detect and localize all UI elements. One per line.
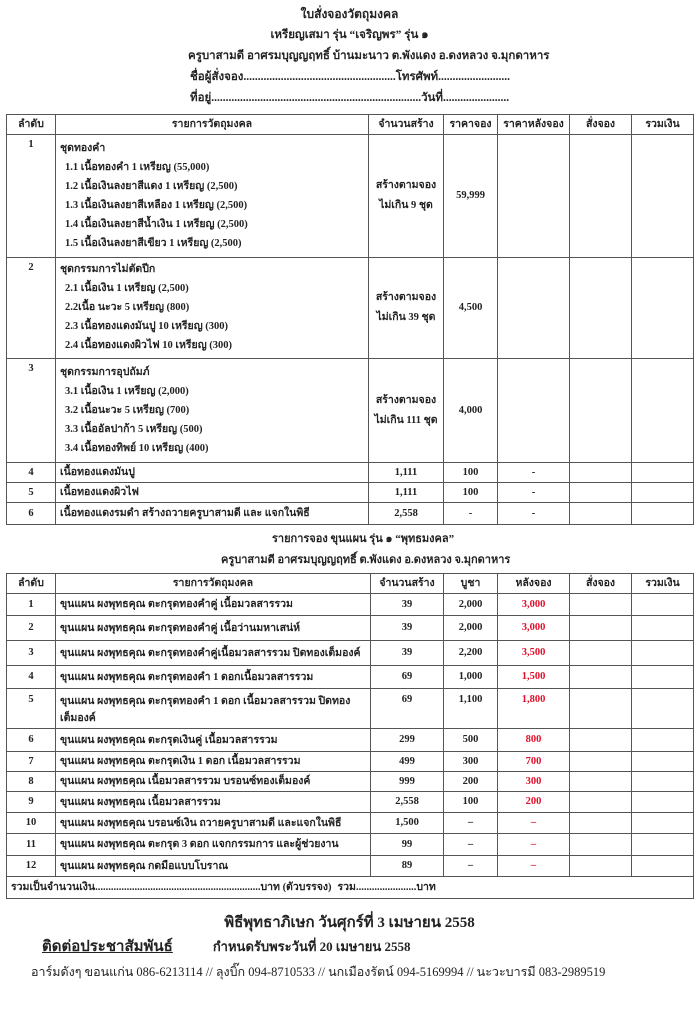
column-header: รวมเงิน — [632, 574, 694, 594]
after-price-cell: 1,500 — [498, 666, 570, 689]
item-line: 3.2 เนื้อนะวะ 5 เหรียญ (700) — [65, 404, 190, 416]
after-price-cell: 3,500 — [498, 641, 570, 666]
total-cell[interactable] — [632, 616, 694, 641]
after-price-cell: - — [498, 483, 570, 503]
quantity-cell: 2,558 — [371, 792, 444, 813]
order-quantity-cell[interactable] — [570, 689, 632, 729]
column-header: สั่งจอง — [570, 574, 632, 594]
contact-row — [6, 937, 693, 957]
row-number: 3 — [7, 359, 56, 463]
order-quantity-cell[interactable] — [570, 813, 632, 834]
item-line: 3.4 เนื้อทองทิพย์ 10 เหรียญ (400) — [65, 442, 209, 454]
total-cell[interactable] — [632, 813, 694, 834]
table-row — [7, 463, 694, 483]
total-cell[interactable] — [632, 792, 694, 813]
item-cell: ขุนแผน ผงพุทธคุณ ตะกรุดทองคำคู่เนื้อมวลสารรวม ปิดทองเต็มองค์ — [56, 641, 371, 666]
row-number: 2 — [7, 616, 56, 641]
quantity-cell: 89 — [371, 856, 444, 877]
order-quantity-cell[interactable] — [570, 729, 632, 752]
order-quantity-cell[interactable] — [570, 483, 632, 503]
item-cell: ขุนแผน ผงพุทธคุณ ตะกรุดทองคำคู่ เนื้อว่านมหาเสน่ห์ — [56, 616, 371, 641]
column-header: จำนวนสร้าง — [369, 115, 444, 135]
item-cell: ขุนแผน ผงพุทธคุณ ตะกรุดเงินคู่ เนื้อมวลสารรวม — [56, 729, 371, 752]
quantity-cell: 299 — [371, 729, 444, 752]
quantity-cell: 69 — [371, 689, 444, 729]
total-cell[interactable] — [632, 594, 694, 616]
total-cell[interactable] — [632, 666, 694, 689]
amulet-table-1 — [6, 114, 694, 525]
total-cell[interactable] — [632, 503, 694, 525]
order-quantity-cell[interactable] — [570, 834, 632, 856]
total-cell[interactable] — [632, 258, 694, 359]
price-cell: 1,000 — [444, 666, 498, 689]
price-cell: 100 — [444, 792, 498, 813]
order-quantity-cell[interactable] — [570, 856, 632, 877]
row-number: 7 — [7, 752, 56, 772]
column-header: บูชา — [444, 574, 498, 594]
form-subtitle: เหรียญเสมา รุ่น “เจริญพร” รุ่น ๑ — [270, 29, 429, 41]
row-number: 4 — [7, 463, 56, 483]
quantity-cell — [369, 463, 444, 483]
total-cell[interactable] — [632, 483, 694, 503]
item-line: 1.5 เนื้อเงินลงยาสีเขียว 1 เหรียญ (2,500) — [65, 237, 242, 249]
table-row — [7, 813, 694, 834]
order-quantity-cell[interactable] — [570, 503, 632, 525]
table-row — [7, 834, 694, 856]
order-quantity-cell[interactable] — [570, 359, 632, 463]
table-row — [7, 856, 694, 877]
item-line: 2.3 เนื้อทองแดงมันปู 10 เหรียญ (300) — [65, 321, 229, 332]
row-number: 9 — [7, 792, 56, 813]
amulet-table-2 — [6, 573, 694, 899]
contact-title: ติดต่อประชาสัมพันธ์ — [42, 939, 173, 955]
after-price-cell: 200 — [498, 792, 570, 813]
row-number: 3 — [7, 641, 56, 666]
after-price-cell — [498, 258, 570, 359]
quantity-cell: 39 — [371, 641, 444, 666]
quantity-text: สร้างตามจอง — [375, 180, 437, 191]
quantity-text: สร้างตามจอง — [375, 394, 437, 406]
item-cell: ขุนแผน ผงพุทธคุณ ตะกรุดเงิน 1 ดอก เนื้อมวลสารรวม — [56, 752, 371, 772]
temple-line: ครูบาสามดี อาศรมบุญญฤทธิ์ บ้านมะนาว ต.พังแดง อ.ดงหลวง จ.มุกดาหาร — [188, 50, 550, 62]
total-row — [7, 877, 694, 899]
column-header: รายการวัตถุมงคล — [56, 574, 371, 594]
order-quantity-cell[interactable] — [570, 772, 632, 792]
row-number: 6 — [7, 503, 56, 525]
table-row — [7, 483, 694, 503]
table-row — [7, 752, 694, 772]
column-header: หลังจอง — [498, 574, 570, 594]
item-cell — [56, 503, 369, 525]
row-number: 2 — [7, 258, 56, 359]
item-line: 1.1 เนื้อทองคำ 1 เหรียญ (55,000) — [65, 161, 210, 173]
item-cell: ขุนแผน ผงพุทธคุณ บรอนซ์เงิน ถวายครูบาสามดี และแจกในพิธี — [56, 813, 371, 834]
section2-temple: ครูบาสามดี อาศรมบุญญฤทธิ์ ต.พังแดง อ.ดงหลวง จ.มุกดาหาร — [221, 554, 511, 566]
quantity-text: ไม่เกิน 111 ชุด — [374, 414, 438, 426]
item-group-title: เนื้อทองแดงผิวไฟ — [60, 486, 139, 498]
total-cell[interactable] — [632, 856, 694, 877]
price-cell: – — [444, 856, 498, 877]
after-price-cell: 800 — [498, 729, 570, 752]
table-row — [7, 135, 694, 258]
pickup-deadline: กำหนดรับพระวันที่ 20 เมษายน 2558 — [212, 939, 411, 954]
contact-numbers: อาร์มดังๆ ขอนแก่น 086-6213114 // ลุงบิ๊ก 094-8710533 // นกเมืองรัตน์ 094-5169994 // นะวะบารมี 083-2989519 — [31, 965, 606, 979]
quantity-text: ไม่เกิน 39 ชุด — [376, 312, 436, 323]
row-number: 12 — [7, 856, 56, 877]
column-header: รายการวัตถุมงคล — [56, 115, 369, 135]
item-cell: ขุนแผน ผงพุทธคุณ กดมือแบบโบราณ — [56, 856, 371, 877]
order-quantity-cell[interactable] — [570, 752, 632, 772]
orderer-name-line[interactable]: ชื่อผู้สั่งจอง.....................................................โทรศัพท์......................... — [190, 71, 510, 83]
row-number: 1 — [7, 594, 56, 616]
order-quantity-cell[interactable] — [570, 594, 632, 616]
row-number: 8 — [7, 772, 56, 792]
row-number: 6 — [7, 729, 56, 752]
section2-title: รายการจอง ขุนแผน รุ่น ๑ “พุทธมงคล” — [272, 533, 455, 545]
total-cell[interactable] — [632, 834, 694, 856]
column-header: ลำดับ — [7, 115, 56, 135]
price-cell: 500 — [444, 729, 498, 752]
price-cell: 2,200 — [444, 641, 498, 666]
after-price-cell: 3,000 — [498, 594, 570, 616]
total-amount[interactable]: รวม.......................บาท — [337, 881, 436, 893]
item-line: 3.3 เนื้ออัลปาก้า 5 เหรียญ (500) — [65, 423, 203, 435]
quantity-text: ไม่เกิน 9 ชุด — [379, 200, 433, 211]
quantity-cell — [369, 503, 444, 525]
total-cell[interactable] — [7, 877, 694, 899]
item-cell — [56, 463, 369, 483]
price-cell: – — [444, 813, 498, 834]
order-quantity-cell[interactable] — [570, 792, 632, 813]
table-row — [7, 359, 694, 463]
order-quantity-cell[interactable] — [570, 463, 632, 483]
total-cell[interactable] — [632, 772, 694, 792]
item-cell: ขุนแผน ผงพุทธคุณ ตะกรุด 3 ดอก แจกกรรมการ และผู้ช่วยงาน — [56, 834, 371, 856]
price-cell: 100 — [444, 483, 498, 503]
item-cell: ขุนแผน ผงพุทธคุณ ตะกรุดทองคำ 1 ดอก เนื้อมวลสารรวม ปิดทองเต็มองค์ — [56, 689, 371, 729]
table-row — [7, 792, 694, 813]
after-price-cell: 3,000 — [498, 616, 570, 641]
quantity-cell — [369, 359, 444, 463]
item-cell: ขุนแผน ผงพุทธคุณ ตะกรุดทองคำคู่ เนื้อมวลสารรวม — [56, 594, 371, 616]
item-group-title: ชุดกรรมการไม่ตัดปีก — [60, 264, 156, 275]
item-line: 1.4 เนื้อเงินลงยาสีน้ำเงิน 1 เหรียญ (2,500) — [65, 218, 248, 230]
column-header: สั่งจอง — [570, 115, 632, 135]
total-cell[interactable] — [632, 729, 694, 752]
item-cell — [56, 135, 369, 258]
table-row — [7, 689, 694, 729]
price-cell: 4,500 — [444, 258, 498, 359]
price-cell: - — [444, 503, 498, 525]
quantity-text: 2,558 — [394, 507, 418, 519]
quantity-text: 1,111 — [394, 466, 418, 478]
table-row — [7, 594, 694, 616]
quantity-cell — [369, 483, 444, 503]
quantity-cell: 39 — [371, 616, 444, 641]
order-quantity-cell[interactable] — [570, 666, 632, 689]
item-group-title: เนื้อทองแดงมันปู — [60, 466, 135, 478]
price-cell: 300 — [444, 752, 498, 772]
row-number: 5 — [7, 483, 56, 503]
total-cell[interactable] — [632, 641, 694, 666]
after-price-cell — [498, 359, 570, 463]
form-title: ใบสั่งจองวัตถุมงคล — [300, 7, 399, 21]
quantity-cell: 99 — [371, 834, 444, 856]
order-quantity-cell[interactable] — [570, 258, 632, 359]
price-cell: 4,000 — [444, 359, 498, 463]
quantity-cell — [369, 135, 444, 258]
quantity-cell: 999 — [371, 772, 444, 792]
total-cell[interactable] — [632, 689, 694, 729]
price-cell: 59,999 — [444, 135, 498, 258]
item-cell — [56, 359, 369, 463]
table-row — [7, 772, 694, 792]
row-number: 4 — [7, 666, 56, 689]
order-quantity-cell[interactable] — [570, 641, 632, 666]
total-in-words[interactable]: รวมเป็นจำนวนเงิน...............................................................บาท (ตัวบรรจง) — [11, 881, 332, 893]
row-number: 11 — [7, 834, 56, 856]
item-line: 1.2 เนื้อเงินลงยาสีแดง 1 เหรียญ (2,500) — [65, 180, 238, 192]
after-price-cell: – — [498, 813, 570, 834]
table-row — [7, 641, 694, 666]
item-line: 2.4 เนื้อทองแดงผิวไฟ 10 เหรียญ (300) — [65, 340, 233, 351]
column-header: ลำดับ — [7, 574, 56, 594]
quantity-cell: 69 — [371, 666, 444, 689]
address-line[interactable]: ที่อยู่.........................................................................วันที่....................... — [190, 92, 510, 104]
item-cell — [56, 483, 369, 503]
item-line: 1.3 เนื้อเงินลงยาสีเหลือง 1 เหรียญ (2,500) — [65, 199, 248, 211]
after-price-cell — [498, 135, 570, 258]
quantity-cell — [369, 258, 444, 359]
item-group-title: ชุดทองคำ — [60, 142, 106, 154]
after-price-cell: 300 — [498, 772, 570, 792]
after-price-cell: - — [498, 503, 570, 525]
total-cell[interactable] — [632, 135, 694, 258]
ceremony-date: พิธีพุทธาภิเษก วันศุกร์ที่ 3 เมษายน 2558 — [224, 915, 475, 931]
item-cell — [56, 258, 369, 359]
quantity-text: 1,111 — [394, 486, 418, 498]
after-price-cell: 1,800 — [498, 689, 570, 729]
after-price-cell: – — [498, 834, 570, 856]
column-header: ราคาหลังจอง — [498, 115, 570, 135]
table-row — [7, 258, 694, 359]
table-row — [7, 729, 694, 752]
quantity-cell: 499 — [371, 752, 444, 772]
row-number: 10 — [7, 813, 56, 834]
after-price-cell: – — [498, 856, 570, 877]
total-cell[interactable] — [632, 463, 694, 483]
column-header: รวมเงิน — [632, 115, 694, 135]
table-row — [7, 503, 694, 525]
price-cell: 1,100 — [444, 689, 498, 729]
row-number: 5 — [7, 689, 56, 729]
table-row — [7, 666, 694, 689]
order-quantity-cell[interactable] — [570, 616, 632, 641]
total-cell[interactable] — [632, 359, 694, 463]
quantity-cell: 1,500 — [371, 813, 444, 834]
item-cell: ขุนแผน ผงพุทธคุณ เนื้อมวลสารรวม — [56, 792, 371, 813]
item-group-title: เนื้อทองแดงรมดำ สร้างถวายครูบาสามดี และ แจกในพิธี — [60, 507, 310, 519]
order-quantity-cell[interactable] — [570, 135, 632, 258]
total-cell[interactable] — [632, 752, 694, 772]
column-header: จำนวนสร้าง — [371, 574, 444, 594]
after-price-cell: 700 — [498, 752, 570, 772]
item-line: 3.1 เนื้อเงิน 1 เหรียญ (2,000) — [65, 385, 189, 397]
price-cell: 2,000 — [444, 594, 498, 616]
table-row — [7, 616, 694, 641]
price-cell: – — [444, 834, 498, 856]
quantity-text: สร้างตามจอง — [375, 292, 437, 303]
price-cell: 200 — [444, 772, 498, 792]
quantity-cell: 39 — [371, 594, 444, 616]
item-line: 2.2เนื้อ นะวะ 5 เหรียญ (800) — [65, 302, 190, 313]
item-cell: ขุนแผน ผงพุทธคุณ ตะกรุดทองคำ 1 ดอกเนื้อมวลสารรวม — [56, 666, 371, 689]
price-cell: 100 — [444, 463, 498, 483]
item-group-title: ชุดกรรมการอุปถัมภ์ — [60, 366, 150, 378]
price-cell: 2,000 — [444, 616, 498, 641]
item-line: 2.1 เนื้อเงิน 1 เหรียญ (2,500) — [65, 283, 189, 294]
row-number: 1 — [7, 135, 56, 258]
column-header: ราคาจอง — [444, 115, 498, 135]
after-price-cell: - — [498, 463, 570, 483]
item-cell: ขุนแผน ผงพุทธคุณ เนื้อมวลสารรวม บรอนซ์ทองเต็มองค์ — [56, 772, 371, 792]
